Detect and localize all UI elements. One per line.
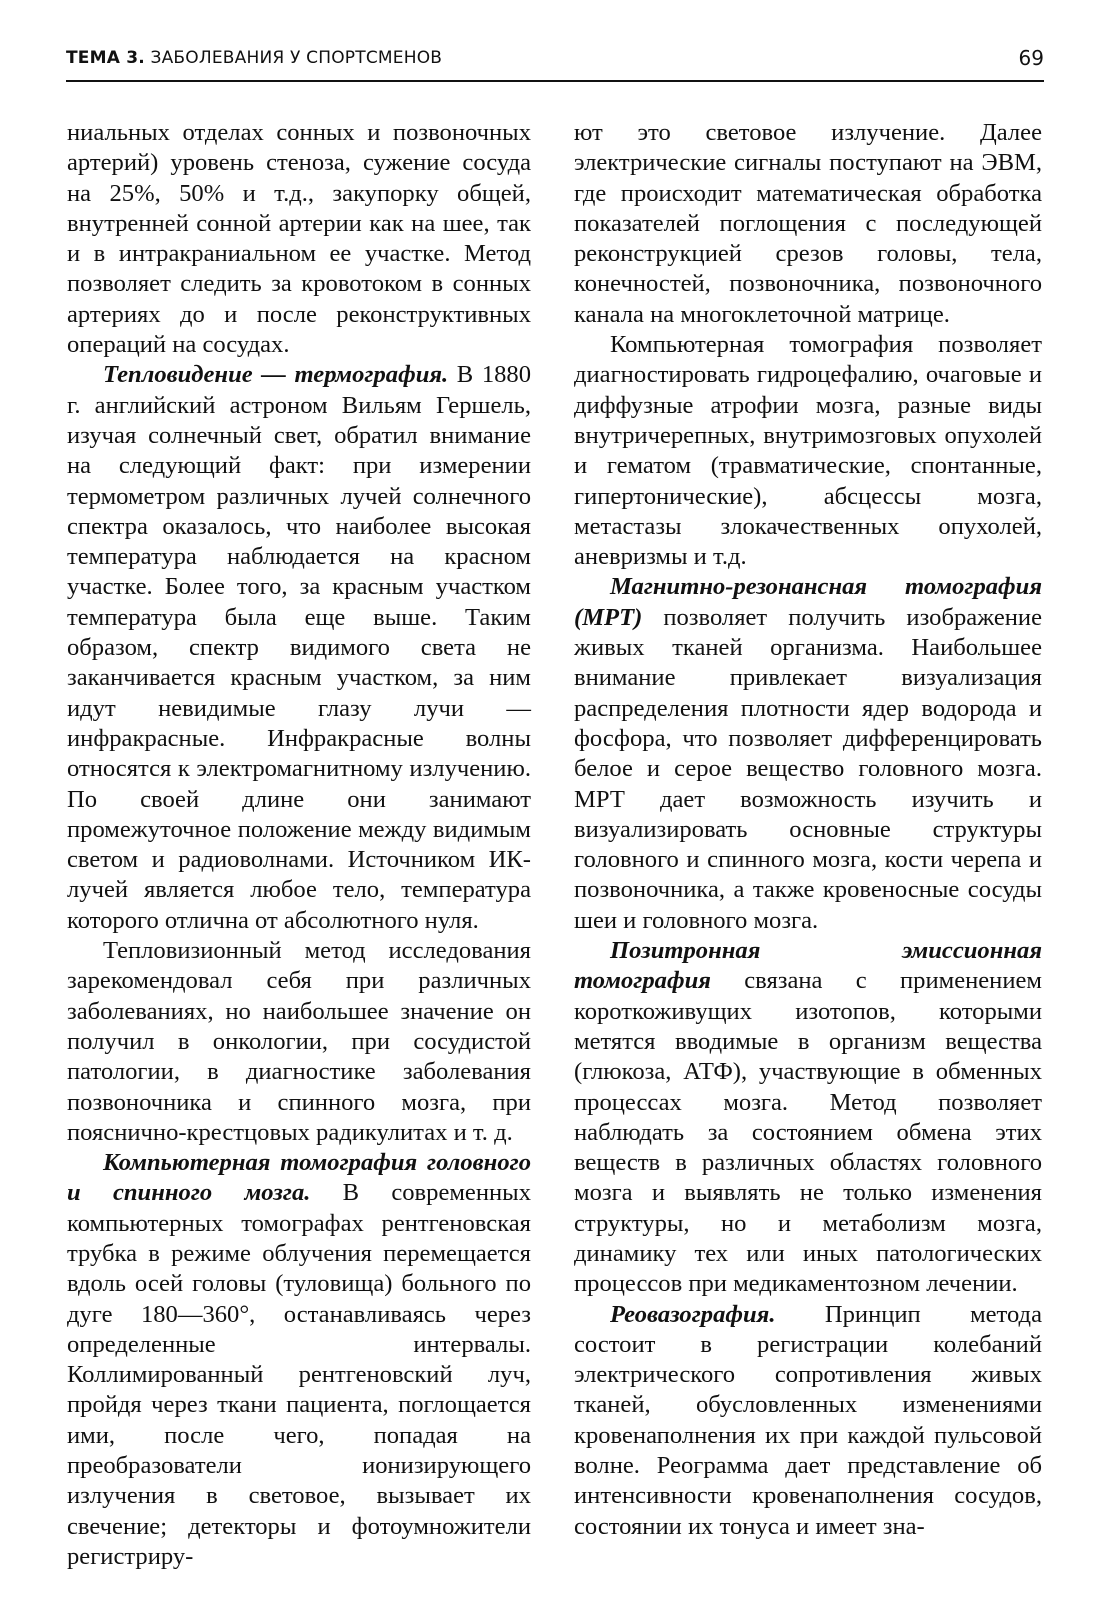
paragraph-text: Принцип метода состоит в регистрации колебаний электрического сопротивления живых тканей, обусловленных изменениями кровенаполнения их при каждой пульсовой волне. Реограмма дает представление об интенсивности кровенаполнения сосудов, состоянии их тонуса и имеет зна-: [574, 1300, 1042, 1540]
paragraph: [67, 118, 531, 360]
paragraph-text: ниальных отделах сонных и позвоночных артерий) уровень стеноза, сужение сосуда на 25%, 50% и т.д., закупорку общей, внутренней сонной артерии как на шее, так и в интракраниальном ее участке. Метод позволяет следить за кровотоком в сонных артериях до и после реконструктивных операций на сосудах.: [67, 119, 531, 359]
chapter-number: ТЕМА 3.: [66, 48, 145, 68]
section-term: Компьютерная томография головного и спинного мозга.: [67, 1149, 531, 1207]
paragraph: [67, 936, 531, 1148]
right-column: [574, 118, 1042, 1542]
paragraph-text: ют это световое излучение. Далее электрические сигналы поступают на ЭВМ, где происходит математическая обработка показателей поглощения с последующей реконструкцией срезов головы, тела, конечностей, позвоночника, позвоночного канала на многоклеточной матрице.: [574, 119, 1042, 328]
running-header: [66, 44, 1044, 82]
chapter-title: [66, 48, 442, 68]
chapter-name: ЗАБОЛЕВАНИЯ У СПОРТСМЕНОВ: [144, 48, 443, 68]
section-term: Магнитно-резонансная томография (МРТ): [574, 573, 1042, 631]
page-number: 69: [1018, 46, 1044, 70]
paragraph-text: позволяет получить изображение живых тканей организма. Наибольшее внимание привлекает визуализация распределения плотности ядер водорода и фосфора, что позволяет дифференцировать белое и серое вещество головного мозга. МРТ дает возможность изучить и визуализировать основные структуры головного и спинного мозга, кости черепа и позвоночника, а также кровеносные сосуды шеи и головного мозга.: [574, 603, 1042, 934]
paragraph: [67, 360, 531, 936]
section-term: Реовазография.: [610, 1300, 776, 1328]
paragraph-text: Тепловизионный метод исследования зарекомендовал себя при различных заболеваниях, но наибольшее значение он получил в онкологии, при сосудистой патологии, в диагностике заболевания позвоночника и спинного мозга, при пояснично-крестцовых радикулитах и т. д.: [67, 937, 531, 1146]
paragraph: [67, 1148, 531, 1572]
paragraph-text: В 1880 г. английский астроном Вильям Гершель, изучая солнечный свет, обратил внимание на следующий факт: при измерении термометром различных лучей солнечного спектра оказалось, что наиболее высокая температура наблюдается на красном участке. Более того, за красным участком температура была еще выше. Таким образом, спектр видимого света не заканчивается красным участком, за ним идут невидимые глазу лучи — инфракрасные. Инфракрасные волны относятся к электромагнитному излучению. По своей длине они занимают промежуточное положение между видимым светом и радиоволнами. Источником ИК-лучей является любое тело, температура которого отлична от абсолютного нуля.: [67, 361, 532, 934]
paragraph-text: связана с применением короткоживущих изотопов, которыми метятся вводимые в организм вещества (глюкоза, АТФ), участвующие в обменных процессах мозга. Метод позволяет наблюдать за состоянием обмена этих веществ в различных областях головного мозга и выявлять не только изменения структуры, но и метаболизм мозга, динамику тех или иных патологических процессов при медикаментозном лечении.: [574, 967, 1042, 1298]
section-term: Позитронная эмиссионная томография: [574, 937, 1042, 995]
paragraph-text: Компьютерная томография позволяет диагностировать гидроцефалию, очаговые и диффузные атрофии мозга, разные виды внутричерепных, внутримозговых опухолей и гематом (травматические, спонтанные, гипертонические), абсцессы мозга, метастазы злокачественных опухолей, аневризмы и т.д.: [574, 331, 1042, 571]
left-column: [67, 118, 531, 1572]
paragraph: [574, 1300, 1042, 1542]
paragraph: [574, 118, 1042, 330]
section-term: Тепловидение — термография.: [103, 361, 449, 389]
paragraph: [574, 936, 1042, 1300]
paragraph: [574, 330, 1042, 572]
paragraph-text: В современных компьютерных томографах рентгеновская трубка в режиме облучения перемещается вдоль осей головы (туловища) больного по дуге 180—360°, останавливаясь через определенные интервалы. Коллимированный рентгеновский луч, пройдя через ткани пациента, поглощается ими, после чего, попадая на преобразователи ионизирующего излучения в световое, вызывает их свечение; детекторы и фотоумножители регистриру-: [67, 1179, 531, 1570]
paragraph: [574, 572, 1042, 936]
